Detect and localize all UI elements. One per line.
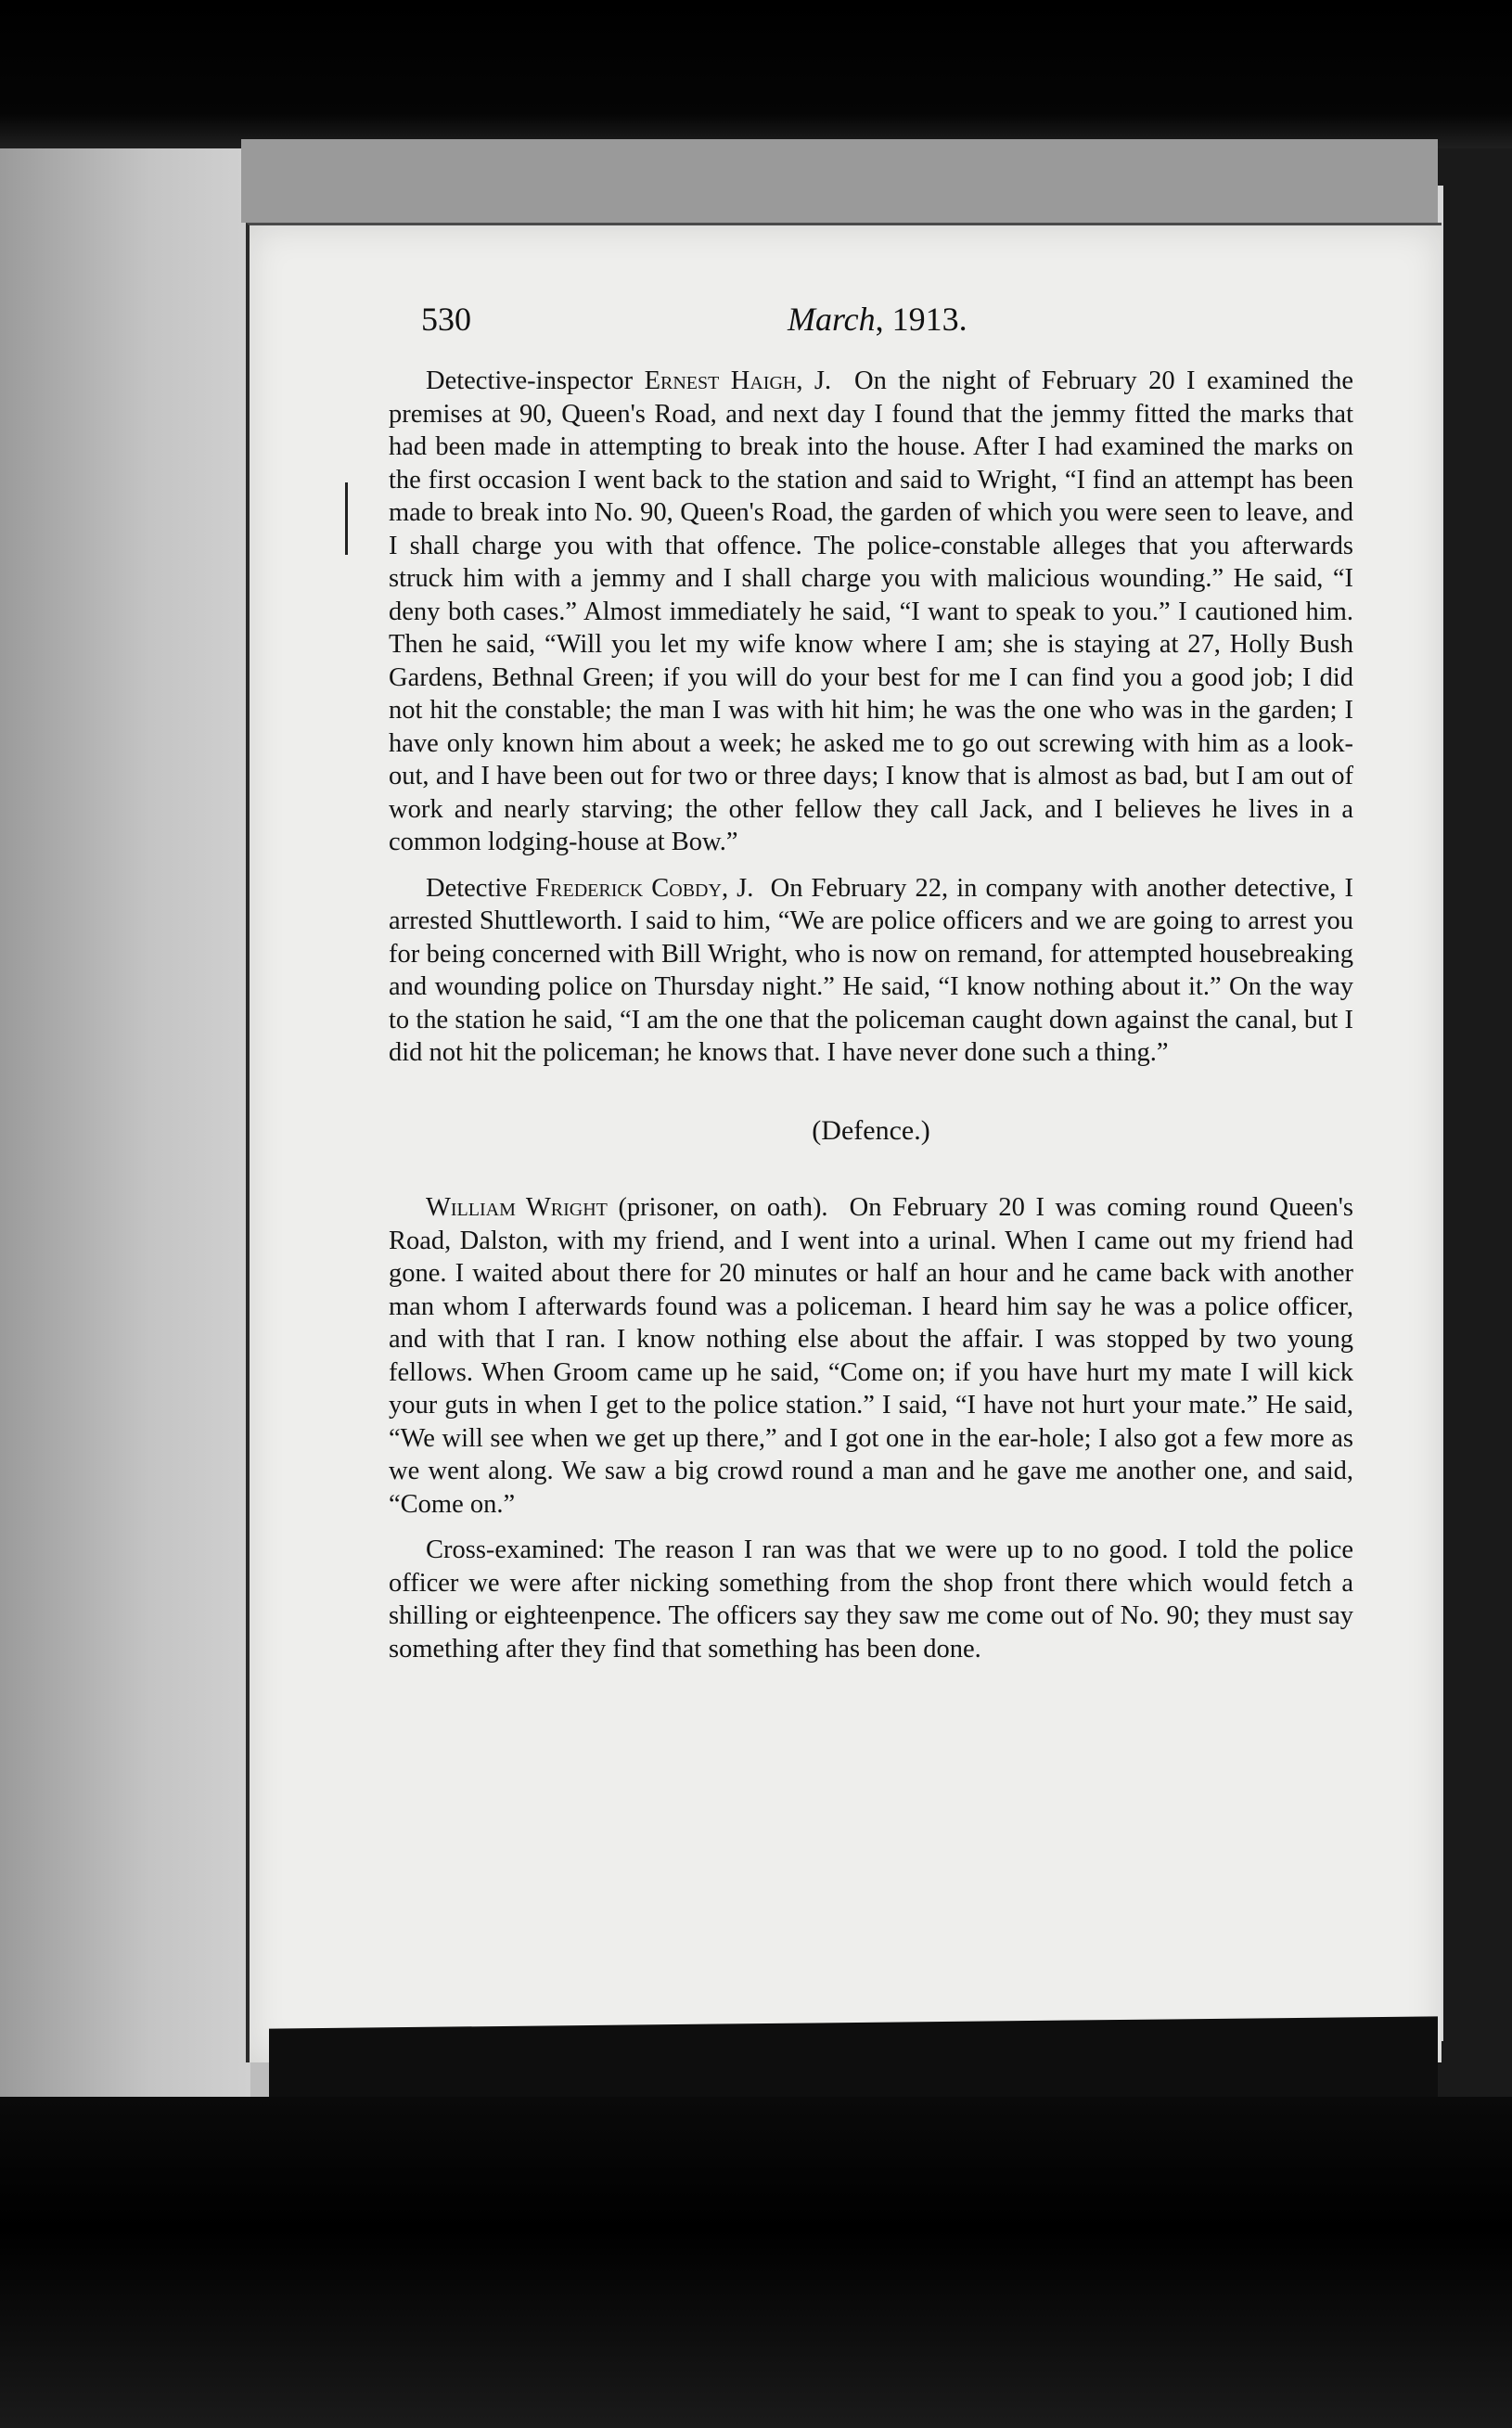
section-heading: (Defence.) [812,1114,930,1146]
speaker-suffix: , J. [796,366,832,395]
testimony-paragraph [389,872,1353,1070]
running-head-month: March [788,301,876,338]
scan-inner-margin [241,139,1438,223]
testimony-paragraph [389,365,1353,859]
scan-border-top [0,0,1512,162]
testimony-text: On February 20 I was coming round Queen's Road, Dalston, with my friend, and I went into a urinal. When I came out my friend had gone. I waited about there for 20 minutes or half an hour and he came back with another man whom I afterwards found was a policeman. I heard him say he was a police officer, and with that I ran. I know nothing else about the affair. I was stopped by two young fellows. When Groom came up he said, “Come on; if you have hurt my mate I will kick your guts in when I get to the police station.” I said, “I have not hurt your mate.” He said, “We will see when we get up there,” and I got one in the ear-hole; I also got a few more as we went along. We saw a big crowd round a man and he gave me another one, and said, “Come on.” [389,1193,1353,1519]
speaker-name: Ernest Haigh [644,366,797,395]
running-head-year: , 1913. [875,301,967,338]
speaker-name: Frederick Cobdy [535,873,722,903]
scan-border-left [0,148,250,2097]
page-header [250,300,1442,346]
cross-examined-label: Cross-examined: [426,1535,606,1564]
speaker-prefix: Detective-inspector [426,366,645,395]
testimony-paragraph [389,1191,1353,1521]
page-body [389,365,1353,1665]
document-page [246,223,1442,2062]
page-number: 530 [421,301,471,338]
testimony-text: On February 22, in company with another detective, I arrested Shuttleworth. I said to him, “We are police officers and we are going to arrest you for being concerned with Bill Wright, who is now on remand, for attempted housebreaking and wounding police on Thursday night.” He said, “I know nothing about it.” On the way to the station he said, “I am the one that the policeman caught down against the canal, but I did not hit the policeman; he knows that. I have never done such a thing.” [389,873,1354,1067]
speaker-suffix: (prisoner, on oath). [607,1193,828,1222]
speaker-suffix: , J. [721,873,754,903]
scan-border-bottom [0,2097,1512,2428]
margin-pencil-mark [345,482,348,555]
speaker-name: William Wright [426,1193,608,1222]
running-head [788,300,967,339]
testimony-paragraph [389,1534,1353,1665]
testimony-text: The reason I ran was that we were up to no good. I told the police officer we were after nicking something from the shop front there which would fetch a shilling or eighteenpence. The officers say they saw me come out of No. 90; they must say something after they find that something has been done. [389,1535,1354,1664]
testimony-text: On the night of February 20 I examined the premises at 90, Queen's Road, and next day I found that the jemmy fitted the marks that had been made in attempting to break into the house. After I had examined the marks on the first occasion I went back to the station and said to Wright, “I find an attempt has been made to break into No. 90, Queen's Road, the garden of which you were seen to leave, and I shall charge you with that offence. The police-constable alleges that you afterwards struck him with a jemmy and I shall charge you with malicious wounding.” He said, “I deny both cases.” Almost immediately he said, “I want to speak to you.” I cautioned him. Then he said, “Will you let my wife know where I am; she is staying at 27, Holly Bush Gardens, Bethnal Green; if you will do your best for me I can find you a good job; I did not hit the constable; the man I was with hit him; he was the one who was in the garden; I have only known him about a week; he asked me to go out screwing with him as a look-out, and I have been out for two or three days; I know that is almost as bad, but I am out of work and nearly starving; the other fellow they call Jack, and I believes he lives in a common lodging-house at Bow.” [389,366,1354,856]
speaker-prefix: Detective [426,873,536,903]
